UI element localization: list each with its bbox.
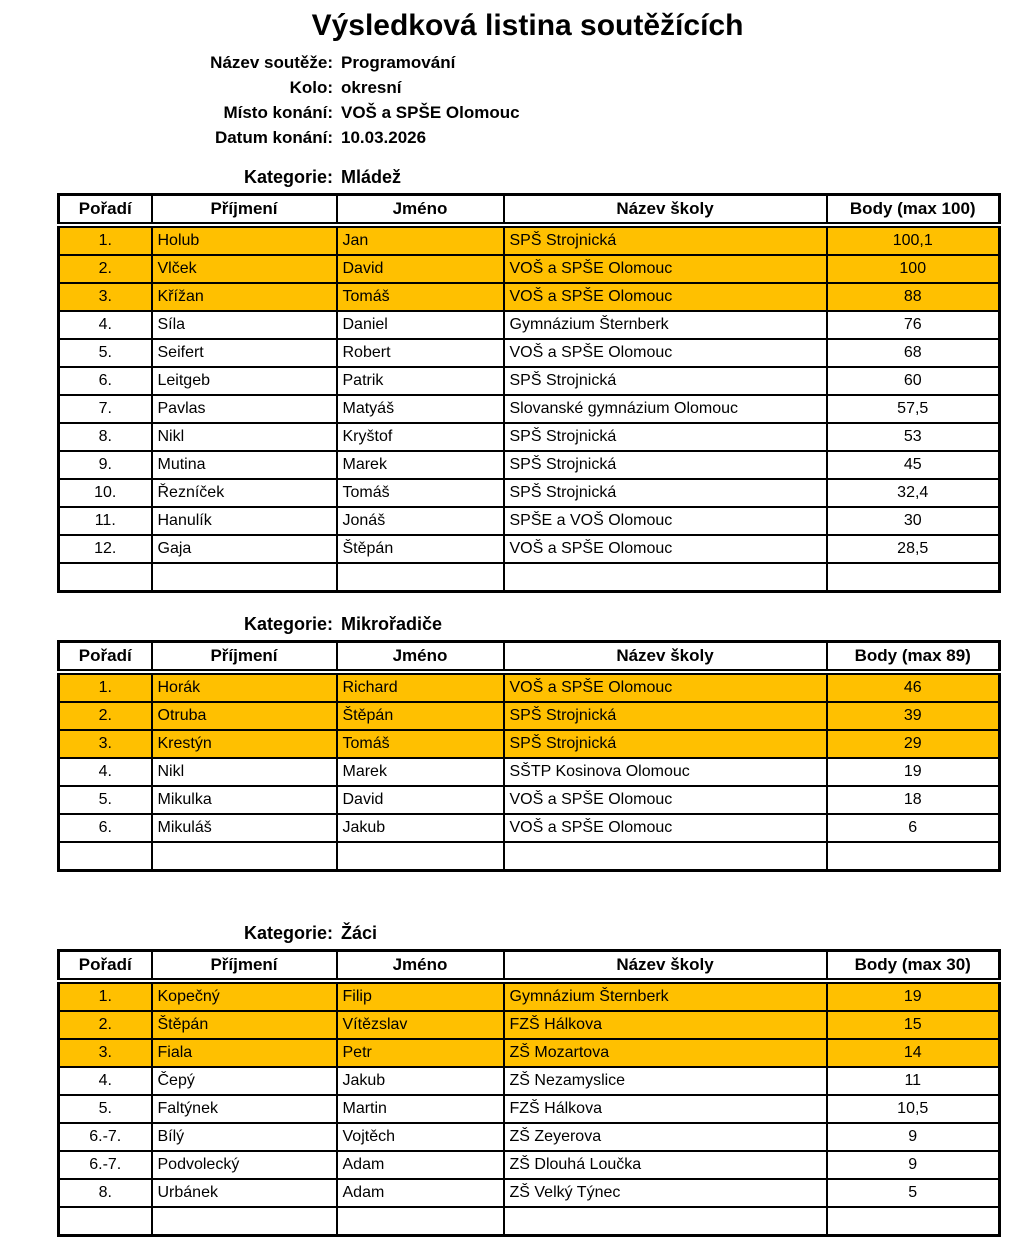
result-row (59, 479, 1000, 507)
competition-name-label: Název soutěže: (210, 53, 333, 72)
firstname-cell: Marek (337, 758, 504, 786)
school-cell: SPŠ Strojnická (504, 479, 827, 507)
school-cell: ZŠ Dlouhá Loučka (504, 1151, 827, 1179)
firstname-cell (337, 563, 504, 592)
col-header-points: Body (max 30) (827, 951, 1000, 982)
points-cell (827, 842, 1000, 871)
col-header-points: Body (max 89) (827, 642, 1000, 673)
surname-cell: Pavlas (152, 395, 337, 423)
school-cell: SPŠ Strojnická (504, 225, 827, 255)
surname-cell: Kopečný (152, 981, 337, 1011)
points-cell: 39 (827, 702, 1000, 730)
rank-cell: 6. (59, 814, 152, 842)
surname-cell: Mutina (152, 451, 337, 479)
result-row (59, 255, 1000, 283)
points-cell: 11 (827, 1067, 1000, 1095)
school-cell: VOŠ a SPŠE Olomouc (504, 283, 827, 311)
points-cell: 9 (827, 1123, 1000, 1151)
school-cell: FZŠ Hálkova (504, 1095, 827, 1123)
points-cell: 19 (827, 981, 1000, 1011)
surname-cell: Otruba (152, 702, 337, 730)
firstname-cell: Marek (337, 451, 504, 479)
result-row (59, 367, 1000, 395)
col-header-surname: Příjmení (152, 642, 337, 673)
surname-cell: Křížan (152, 283, 337, 311)
category-value-mladez: Mládež (341, 167, 402, 187)
school-cell (504, 842, 827, 871)
surname-cell: Řezníček (152, 479, 337, 507)
points-cell: 76 (827, 311, 1000, 339)
firstname-cell: Vítězslav (337, 1011, 504, 1039)
result-row (59, 1011, 1000, 1039)
result-row (59, 507, 1000, 535)
school-cell: VOŠ a SPŠE Olomouc (504, 814, 827, 842)
points-cell: 5 (827, 1179, 1000, 1207)
col-header-rank: Pořadí (59, 951, 152, 982)
surname-cell: Mikulka (152, 786, 337, 814)
date-label: Datum konání: (214, 128, 333, 147)
school-cell: SPŠ Strojnická (504, 730, 827, 758)
surname-cell: Faltýnek (152, 1095, 337, 1123)
rank-cell: 8. (59, 423, 152, 451)
header-row (59, 195, 1000, 226)
venue-value: VOŠ a SPŠE Olomouc (341, 103, 520, 122)
header-row (59, 951, 1000, 982)
meta-row-competition-name (0, 50, 1034, 75)
firstname-cell: Adam (337, 1179, 504, 1207)
firstname-cell: Filip (337, 981, 504, 1011)
firstname-cell: Tomáš (337, 479, 504, 507)
rank-cell: 2. (59, 1011, 152, 1039)
col-header-school: Název školy (504, 195, 827, 226)
rank-cell: 3. (59, 1039, 152, 1067)
school-cell: SPŠ Strojnická (504, 367, 827, 395)
meta-row-round (0, 75, 1034, 100)
rank-cell: 7. (59, 395, 152, 423)
firstname-cell: Patrik (337, 367, 504, 395)
category-heading (0, 166, 1034, 188)
points-cell: 18 (827, 786, 1000, 814)
school-cell: ZŠ Zeyerova (504, 1123, 827, 1151)
points-cell: 68 (827, 339, 1000, 367)
points-cell: 30 (827, 507, 1000, 535)
rank-cell: 6.-7. (59, 1151, 152, 1179)
category-value-mikroradice: Mikrořadiče (341, 614, 443, 634)
firstname-cell: Richard (337, 672, 504, 702)
surname-cell: Urbánek (152, 1179, 337, 1207)
points-cell: 32,4 (827, 479, 1000, 507)
firstname-cell: Martin (337, 1095, 504, 1123)
surname-cell: Nikl (152, 423, 337, 451)
points-cell: 100,1 (827, 225, 1000, 255)
result-row (59, 451, 1000, 479)
firstname-cell: Tomáš (337, 730, 504, 758)
points-cell: 19 (827, 758, 1000, 786)
rank-cell: 1. (59, 981, 152, 1011)
firstname-cell: David (337, 255, 504, 283)
school-cell: ZŠ Nezamyslice (504, 1067, 827, 1095)
points-cell: 60 (827, 367, 1000, 395)
firstname-cell: Kryštof (337, 423, 504, 451)
surname-cell: Čepý (152, 1067, 337, 1095)
rank-cell: 4. (59, 1067, 152, 1095)
result-row (59, 1151, 1000, 1179)
meta-row-venue (0, 100, 1034, 125)
col-header-rank: Pořadí (59, 642, 152, 673)
surname-cell: Hanulík (152, 507, 337, 535)
surname-cell: Mikuláš (152, 814, 337, 842)
points-cell: 28,5 (827, 535, 1000, 563)
category-label: Kategorie: (243, 614, 333, 634)
competition-name-value: Programování (341, 53, 456, 72)
meta-block (0, 50, 1034, 150)
points-cell: 29 (827, 730, 1000, 758)
firstname-cell: Jakub (337, 814, 504, 842)
rank-cell: 1. (59, 225, 152, 255)
points-cell (827, 563, 1000, 592)
result-row (59, 395, 1000, 423)
surname-cell: Holub (152, 225, 337, 255)
rank-cell: 4. (59, 758, 152, 786)
category-heading (0, 613, 1034, 635)
results-table-mikroradice (57, 640, 1001, 872)
surname-cell: Podvolecký (152, 1151, 337, 1179)
firstname-cell: Jan (337, 225, 504, 255)
section-mikroradice (0, 613, 1034, 872)
surname-cell: Leitgeb (152, 367, 337, 395)
school-cell: SPŠ Strojnická (504, 451, 827, 479)
school-cell: VOŠ a SPŠE Olomouc (504, 255, 827, 283)
surname-cell: Seifert (152, 339, 337, 367)
result-row (59, 814, 1000, 842)
rank-cell: 10. (59, 479, 152, 507)
result-row (59, 672, 1000, 702)
result-row (59, 225, 1000, 255)
section-zaci (0, 922, 1034, 1237)
surname-cell: Fiala (152, 1039, 337, 1067)
result-row (59, 1095, 1000, 1123)
points-cell: 10,5 (827, 1095, 1000, 1123)
school-cell: ZŠ Mozartova (504, 1039, 827, 1067)
firstname-cell: Daniel (337, 311, 504, 339)
result-row (59, 423, 1000, 451)
col-header-points: Body (max 100) (827, 195, 1000, 226)
result-row (59, 730, 1000, 758)
result-row (59, 1039, 1000, 1067)
surname-cell: Vlček (152, 255, 337, 283)
surname-cell: Síla (152, 311, 337, 339)
results-table-mladez (57, 193, 1001, 593)
results-document (0, 8, 1034, 1237)
section-mladez (0, 166, 1034, 593)
school-cell: Slovanské gymnázium Olomouc (504, 395, 827, 423)
school-cell: SPŠ Strojnická (504, 423, 827, 451)
surname-cell: Štěpán (152, 1011, 337, 1039)
rank-cell: 12. (59, 535, 152, 563)
result-row (59, 311, 1000, 339)
rank-cell: 8. (59, 1179, 152, 1207)
result-row (59, 535, 1000, 563)
firstname-cell: Vojtěch (337, 1123, 504, 1151)
empty-row (59, 563, 1000, 592)
surname-cell (152, 1207, 337, 1236)
surname-cell: Horák (152, 672, 337, 702)
empty-row (59, 1207, 1000, 1236)
col-header-surname: Příjmení (152, 951, 337, 982)
firstname-cell: Adam (337, 1151, 504, 1179)
venue-label: Místo konání: (223, 103, 333, 122)
points-cell: 14 (827, 1039, 1000, 1067)
school-cell: SPŠ Strojnická (504, 702, 827, 730)
rank-cell (59, 563, 152, 592)
school-cell: VOŠ a SPŠE Olomouc (504, 535, 827, 563)
rank-cell: 2. (59, 702, 152, 730)
firstname-cell (337, 1207, 504, 1236)
firstname-cell: Štěpán (337, 702, 504, 730)
surname-cell (152, 842, 337, 871)
surname-cell: Nikl (152, 758, 337, 786)
school-cell (504, 563, 827, 592)
surname-cell: Bílý (152, 1123, 337, 1151)
empty-row (59, 842, 1000, 871)
firstname-cell (337, 842, 504, 871)
col-header-firstname: Jméno (337, 951, 504, 982)
rank-cell: 1. (59, 672, 152, 702)
page-title: Výsledková listina soutěžících (311, 9, 744, 42)
school-cell: ZŠ Velký Týnec (504, 1179, 827, 1207)
points-cell: 15 (827, 1011, 1000, 1039)
points-cell: 53 (827, 423, 1000, 451)
school-cell: VOŠ a SPŠE Olomouc (504, 786, 827, 814)
firstname-cell: Jakub (337, 1067, 504, 1095)
rank-cell: 3. (59, 283, 152, 311)
category-label: Kategorie: (243, 923, 333, 943)
firstname-cell: Robert (337, 339, 504, 367)
points-cell: 45 (827, 451, 1000, 479)
result-row (59, 1179, 1000, 1207)
rank-cell: 5. (59, 1095, 152, 1123)
rank-cell: 4. (59, 311, 152, 339)
surname-cell: Gaja (152, 535, 337, 563)
results-table-zaci (57, 949, 1001, 1237)
result-row (59, 339, 1000, 367)
school-cell: Gymnázium Šternberk (504, 981, 827, 1011)
points-cell: 100 (827, 255, 1000, 283)
school-cell: SŠTP Kosinova Olomouc (504, 758, 827, 786)
points-cell: 9 (827, 1151, 1000, 1179)
result-row (59, 786, 1000, 814)
category-heading (0, 922, 1034, 944)
meta-row-date (0, 125, 1034, 150)
rank-cell (59, 842, 152, 871)
rank-cell: 6.-7. (59, 1123, 152, 1151)
rank-cell: 9. (59, 451, 152, 479)
col-header-firstname: Jméno (337, 195, 504, 226)
result-row (59, 1067, 1000, 1095)
surname-cell (152, 563, 337, 592)
col-header-surname: Příjmení (152, 195, 337, 226)
header-row (59, 642, 1000, 673)
col-header-firstname: Jméno (337, 642, 504, 673)
result-row (59, 702, 1000, 730)
rank-cell: 5. (59, 786, 152, 814)
rank-cell: 3. (59, 730, 152, 758)
rank-cell: 5. (59, 339, 152, 367)
result-row (59, 981, 1000, 1011)
col-header-rank: Pořadí (59, 195, 152, 226)
points-cell: 88 (827, 283, 1000, 311)
round-value: okresní (341, 78, 402, 97)
rank-cell: 11. (59, 507, 152, 535)
rank-cell: 6. (59, 367, 152, 395)
points-cell: 57,5 (827, 395, 1000, 423)
result-row (59, 1123, 1000, 1151)
round-label: Kolo: (289, 78, 333, 97)
surname-cell: Krestýn (152, 730, 337, 758)
firstname-cell: Petr (337, 1039, 504, 1067)
result-row (59, 758, 1000, 786)
school-cell: Gymnázium Šternberk (504, 311, 827, 339)
firstname-cell: Štěpán (337, 535, 504, 563)
category-value-zaci: Žáci (341, 923, 378, 943)
points-cell (827, 1207, 1000, 1236)
result-row (59, 283, 1000, 311)
school-cell: FZŠ Hálkova (504, 1011, 827, 1039)
date-value: 10.03.2026 (341, 128, 427, 147)
rank-cell (59, 1207, 152, 1236)
category-label: Kategorie: (243, 167, 333, 187)
school-cell: VOŠ a SPŠE Olomouc (504, 339, 827, 367)
points-cell: 46 (827, 672, 1000, 702)
school-cell: VOŠ a SPŠE Olomouc (504, 672, 827, 702)
col-header-school: Název školy (504, 642, 827, 673)
firstname-cell: Jonáš (337, 507, 504, 535)
firstname-cell: David (337, 786, 504, 814)
rank-cell: 2. (59, 255, 152, 283)
school-cell: SPŠE a VOŠ Olomouc (504, 507, 827, 535)
firstname-cell: Matyáš (337, 395, 504, 423)
school-cell (504, 1207, 827, 1236)
firstname-cell: Tomáš (337, 283, 504, 311)
col-header-school: Název školy (504, 951, 827, 982)
points-cell: 6 (827, 814, 1000, 842)
